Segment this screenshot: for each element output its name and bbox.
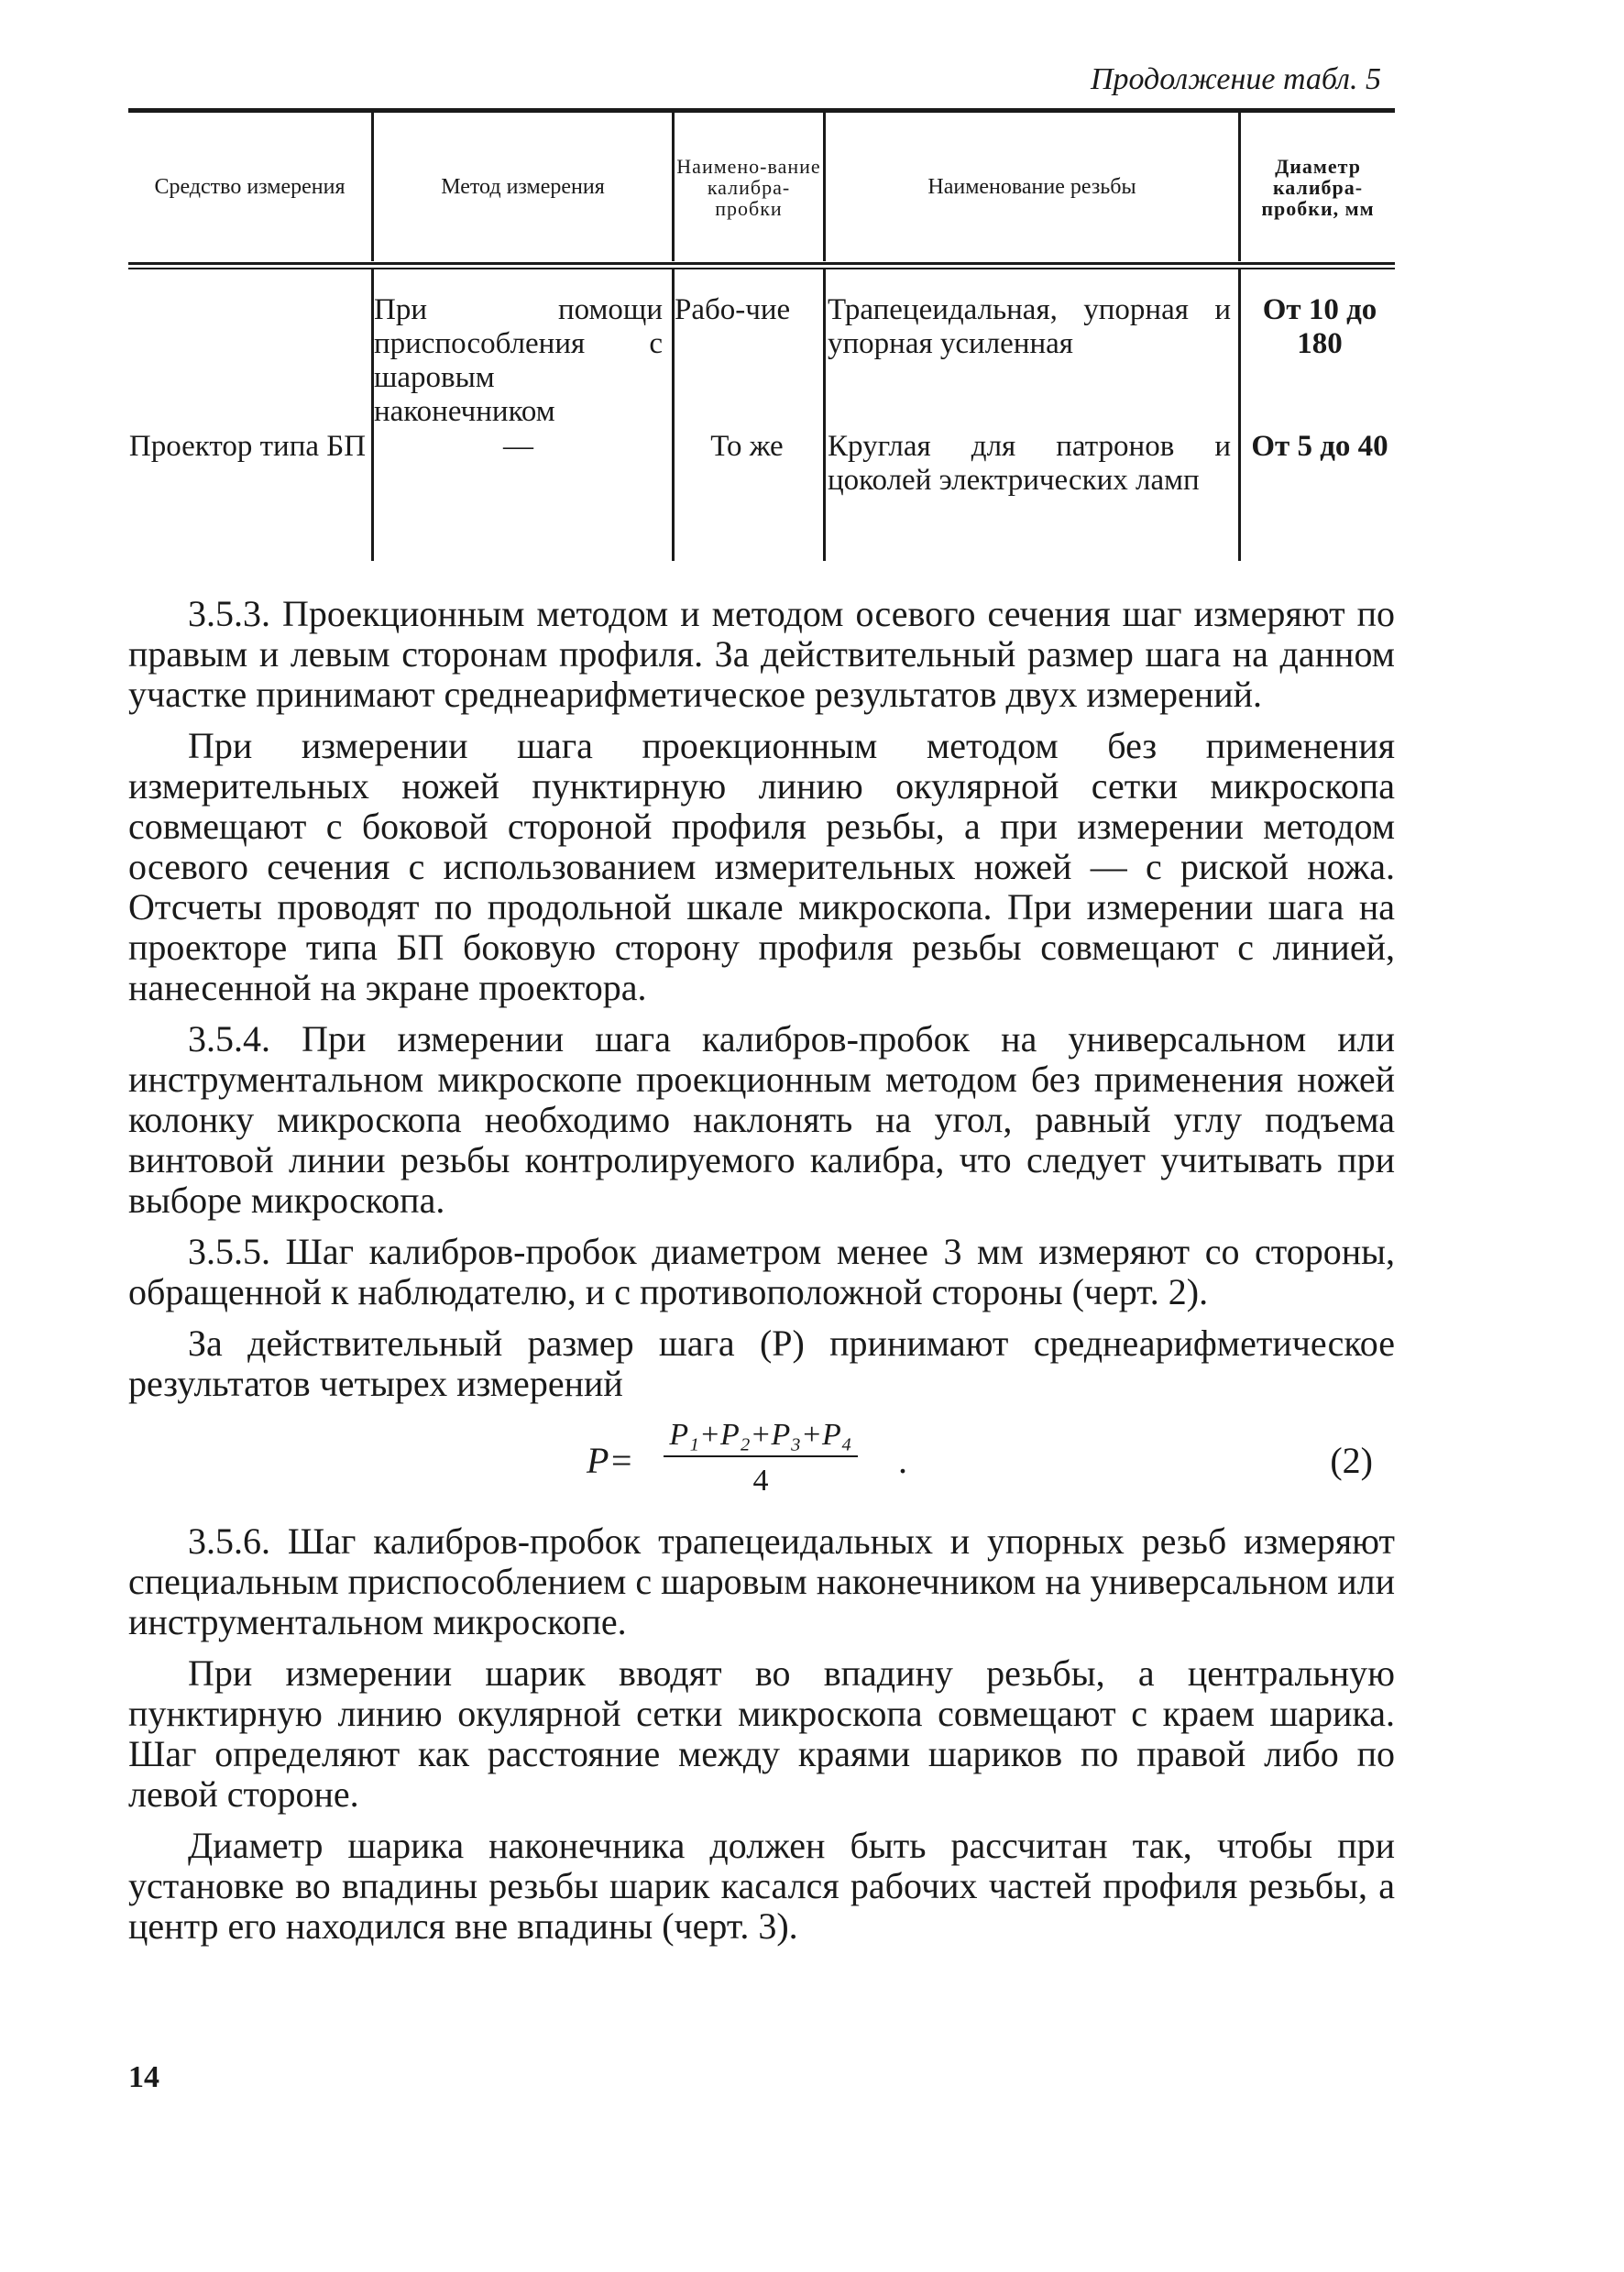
page-number: 14 [128,2060,159,2094]
formula-2 [128,1415,1395,1499]
column-header-gauge: Наимено-вание калибра-пробки [672,113,823,261]
table-cell-method: При помощи приспособления с шаровым наконечником [374,293,663,428]
table-cell-method: — [503,430,533,463]
table-column-divider [823,269,826,561]
table-cell-diameter: От 10 до 180 [1262,293,1377,360]
table-continuation-caption: Продолжение табл. 5 [1090,62,1381,96]
column-header-diameter: Диаметр калибра-пробки, мм [1238,113,1395,261]
table-column-divider [1238,269,1241,561]
paragraph: За действительный размер шага (P) принимают среднеарифметическое результатов четырех измерений [128,1323,1395,1404]
table-cell-diameter: От 5 до 40 [1251,430,1388,463]
formula-number: (2) [1330,1440,1373,1481]
paragraph-3-5-5: 3.5.5. Шаг калибров-пробок диаметром менее 3 мм измеряют со стороны, обращенной к наблюдателю, и с противоположной стороны (черт. 2). [128,1231,1395,1312]
table-header-rule [128,262,1395,265]
paragraph: При измерении шага проекционным методом без применения измерительных ножей пунктирную линию окулярной сетки микроскопа совмещают с боковой стороной профиля резьбы, а при измерении методом осевого сечения с использованием измерительных ножей — с риской ножа. Отсчеты проводят по продольной шкале микроскопа. При измерении шага на проекторе типа БП боковую сторону профиля резьбы совмещают с линией, нанесенной на экране проектора. [128,725,1395,1008]
formula-numerator: P₁+P₂+P₃+P₄ [664,1415,857,1457]
formula-denominator: 4 [752,1464,769,1498]
column-header-instrument: Средство измерения [154,174,346,199]
table-cell-instrument: Проектор типа БП [128,430,367,463]
table-cell-thread: Трапецеидальная, упорная и упорная усиленная [828,293,1231,360]
table [128,108,1395,561]
paragraph: Диаметр шарика наконечника должен быть рассчитан так, чтобы при установке во впадины резьбы шарик касался рабочих частей профиля резьбы, а центр его находился вне впадины (черт. 3). [128,1825,1395,1947]
formula-trail: . [898,1440,907,1481]
column-header-thread: Наименование резьбы [823,113,1238,261]
table-header-row [128,113,1395,261]
column-header-method: Метод измерения [371,113,672,261]
formula-fraction [628,1415,894,1501]
body-text [128,594,1395,1958]
table-cell-thread: Круглая для патронов и цоколей электрических ламп [828,430,1231,497]
table-cell-gauge: То же [710,430,784,463]
formula-lhs: P= [587,1440,634,1481]
table-body [128,269,1395,561]
paragraph-3-5-6: 3.5.6. Шаг калибров-пробок трапецеидальных и упорных резьб измеряют специальным приспособлением с шаровым наконечником на универсальном или инструментальном микроскопе. [128,1520,1395,1642]
table-cell-gauge: Рабо-чие [675,293,791,326]
paragraph-3-5-3: 3.5.3. Проекционным методом и методом осевого сечения шаг измеряют по правым и левым сторонам профиля. За действительный размер шага на данном участке принимают среднеарифметическое результатов двух измерений. [128,593,1395,715]
paragraph-3-5-4: 3.5.4. При измерении шага калибров-пробок на универсальном или инструментальном микроскопе проекционным методом без применения ножей колонку микроскопа необходимо наклонять на угол, равный углу подъема винтовой линии резьбы контролируемого калибра, что следует учитывать при выборе микроскопа. [128,1018,1395,1221]
paragraph: При измерении шарик вводят во впадину резьбы, а центральную пунктирную линию окулярной сетки микроскопа совмещают с краем шарика. Шаг определяют как расстояние между краями шариков по правой либо по левой стороне. [128,1652,1395,1815]
